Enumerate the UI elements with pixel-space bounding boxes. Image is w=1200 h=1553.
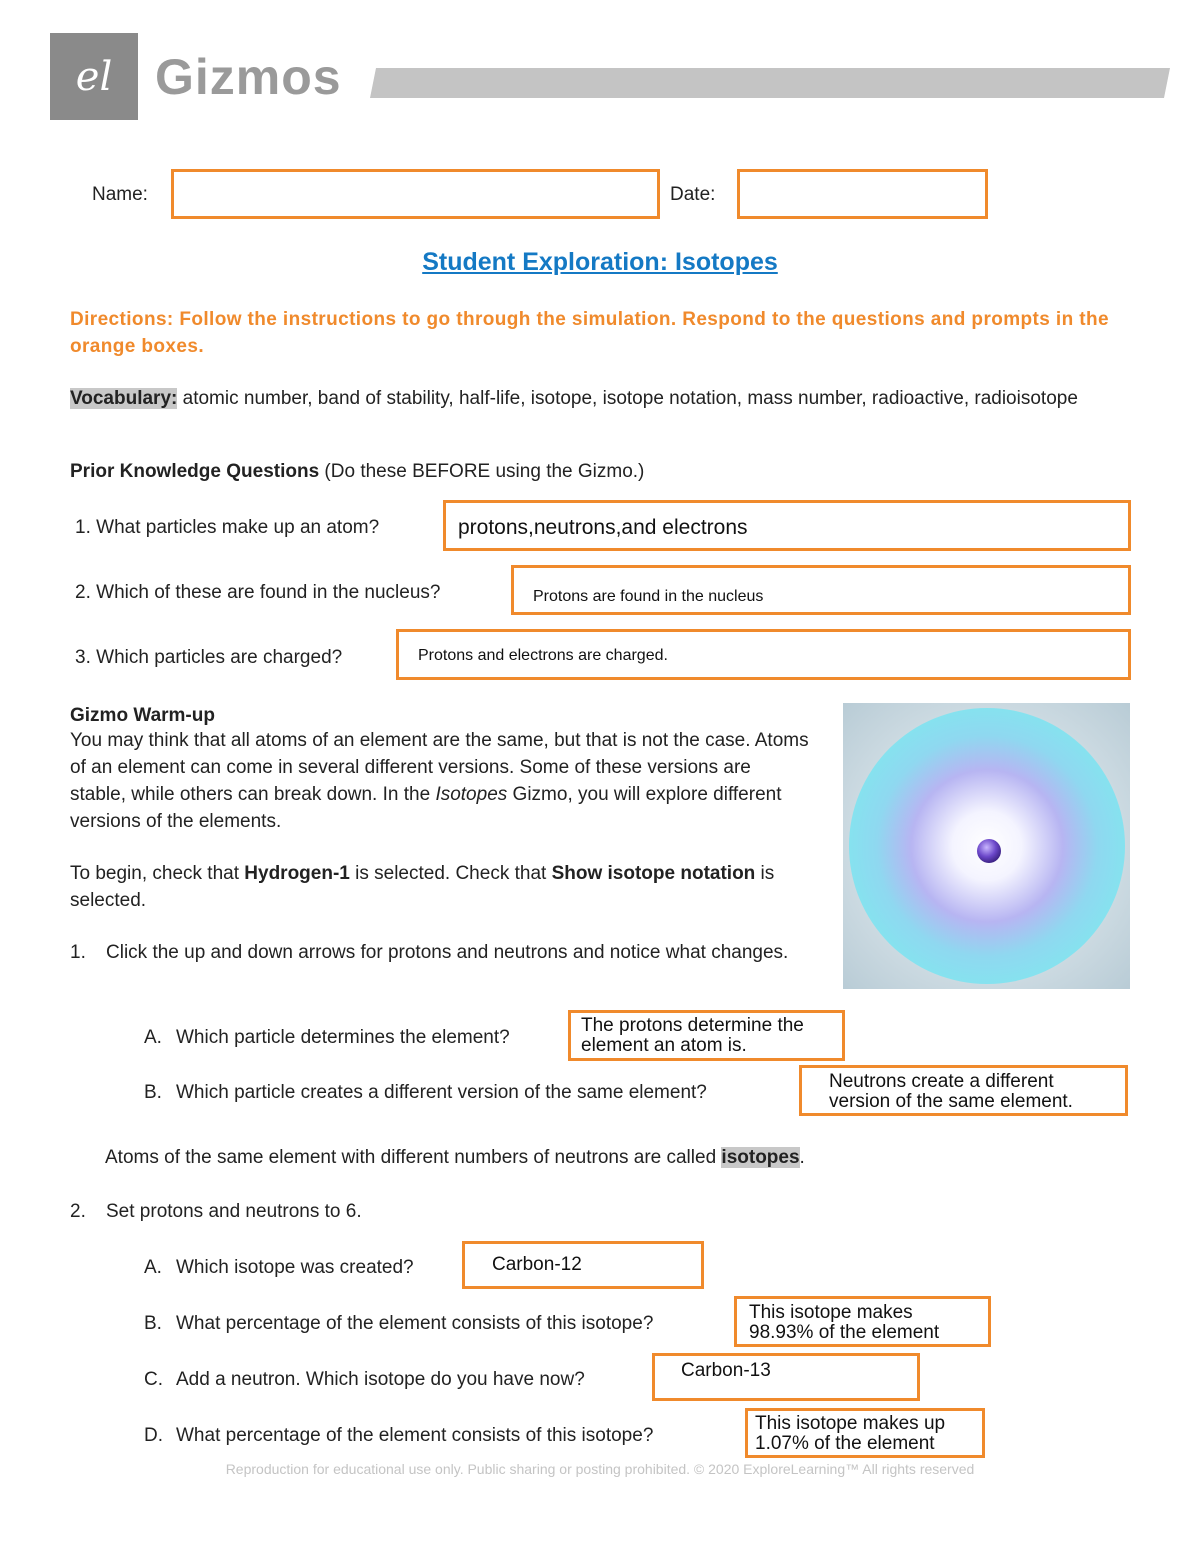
warmup-intro-italic: Isotopes xyxy=(435,784,508,805)
pk-answer-1-box[interactable] xyxy=(443,500,1131,551)
begin-text-1: To begin, check that xyxy=(70,863,245,884)
q2d-text: What percentage of the element consists of this isotope? xyxy=(176,1425,654,1446)
q2b-text: What percentage of the element consists of this isotope? xyxy=(176,1313,654,1334)
warmup-q2-text: Set protons and neutrons to 6. xyxy=(106,1201,362,1222)
pk-q1-text: What particles make up an atom? xyxy=(96,517,380,538)
begin-bold-2: Show isotope notation xyxy=(551,863,756,884)
warmup-q1-text: Click the up and down arrows for protons and neutrons and notice what changes. xyxy=(106,942,789,963)
warmup-q1-num: 1. xyxy=(70,942,86,963)
vocabulary-label: Vocabulary: xyxy=(70,388,178,409)
q1b-text: Which particle creates a different version of the same element? xyxy=(176,1082,707,1103)
warmup-title: Gizmo Warm-up xyxy=(70,705,215,726)
q1a-answer-box[interactable] xyxy=(568,1010,845,1061)
pk-answer-3: Protons and electrons are charged. xyxy=(418,647,668,664)
q1a-answer-line-2: element an atom is. xyxy=(581,1035,747,1056)
isotope-note xyxy=(105,1144,805,1171)
q2c-text: Add a neutron. Which isotope do you have now? xyxy=(176,1369,585,1390)
q2d-answer-line-2: 1.07% of the element xyxy=(755,1433,935,1454)
q1a-text: Which particle determines the element? xyxy=(176,1027,510,1048)
q2d-answer xyxy=(755,1414,945,1454)
date-label: Date: xyxy=(670,184,716,205)
q2b-answer-line-1: This isotope makes xyxy=(749,1302,913,1323)
header-bar xyxy=(370,68,1170,98)
q2d-answer-line-1: This isotope makes up xyxy=(755,1413,946,1434)
q2c-answer: Carbon-13 xyxy=(681,1360,771,1381)
vocabulary xyxy=(70,386,1130,412)
footer: Reproduction for educational use only. Public sharing or posting prohibited. © 2020 ExploreLearning™ All rights reserved xyxy=(225,1461,975,1477)
pk-q3-num: 3. xyxy=(75,647,91,668)
warmup-heading xyxy=(70,702,215,729)
proton-dot xyxy=(977,839,1001,863)
q2b-answer-box[interactable] xyxy=(734,1296,991,1347)
pk-question-3 xyxy=(75,644,342,671)
prior-knowledge-title: Prior Knowledge Questions xyxy=(70,461,320,482)
q2a-label: A. xyxy=(144,1257,162,1278)
warmup-intro-text-2: Gizmo, you will explore different versions of the elements. xyxy=(70,784,782,832)
page-title: Student Exploration: Isotopes xyxy=(422,248,778,276)
q1a-answer-line-1: The protons determine the xyxy=(581,1015,804,1036)
pk-answer-3-box[interactable] xyxy=(396,629,1131,680)
logo-mark: el xyxy=(75,53,113,100)
pk-answer-1: protons,neutrons,and electrons xyxy=(458,516,748,539)
q2a-text: Which isotope was created? xyxy=(176,1257,414,1278)
begin-text-3: is selected. xyxy=(70,863,775,911)
pk-q1-num: 1. xyxy=(75,517,91,538)
q2b-label: B. xyxy=(144,1313,162,1334)
prior-knowledge-note: (Do these BEFORE using the Gizmo.) xyxy=(319,461,645,482)
name-input[interactable] xyxy=(171,169,660,219)
q1a-label: A. xyxy=(144,1027,162,1048)
q1b-answer-box[interactable] xyxy=(799,1065,1128,1116)
begin-text-2: is selected. Check that xyxy=(349,863,552,884)
logo xyxy=(50,33,138,120)
q2a-answer-box[interactable] xyxy=(462,1241,704,1289)
q2b-answer-line-2: 98.93% of the element xyxy=(749,1322,940,1343)
date-input[interactable] xyxy=(737,169,988,219)
vocabulary-text: atomic number, band of stability, half-life, isotope, isotope notation, mass number, radioactive, radioisotope xyxy=(177,388,1078,409)
isotope-note-text: Atoms of the same element with different numbers of neutrons are called xyxy=(105,1147,722,1168)
pk-question-2 xyxy=(75,579,440,606)
q2c-label: C. xyxy=(144,1369,163,1390)
pk-q2-text: Which of these are found in the nucleus? xyxy=(96,582,441,603)
name-label: Name: xyxy=(92,184,148,205)
pk-q2-num: 2. xyxy=(75,582,91,603)
q1b-label: B. xyxy=(144,1082,162,1103)
q2c-answer-box[interactable] xyxy=(652,1353,920,1401)
directions: Directions: Follow the instructions to go through the simulation. Respond to the questions and prompts in the orange boxes. xyxy=(70,309,1109,357)
q1b-answer xyxy=(829,1072,1073,1112)
q1a-answer xyxy=(581,1016,804,1056)
q2d-label: D. xyxy=(144,1425,163,1446)
q2d-answer-box[interactable] xyxy=(745,1408,985,1458)
warmup-begin xyxy=(70,860,790,914)
warmup-intro-text-1: You may think that all atoms of an element are the same, but that is not the case. Atoms of an element can come in several different versions. Some of these versions are stable, while others can break down. In the xyxy=(70,730,809,805)
q1b-answer-line-2: version of the same element. xyxy=(829,1091,1073,1112)
warmup-intro xyxy=(70,727,810,835)
isotope-note-keyword: isotopes xyxy=(721,1147,800,1168)
q2b-answer xyxy=(749,1303,939,1343)
q1b-answer-line-1: Neutrons create a different xyxy=(829,1071,1054,1092)
pk-answer-2-box[interactable] xyxy=(511,565,1131,615)
begin-bold-1: Hydrogen-1 xyxy=(244,863,350,884)
q2a-answer: Carbon-12 xyxy=(492,1254,582,1275)
warmup-q2-num: 2. xyxy=(70,1201,86,1222)
isotope-note-end: . xyxy=(799,1147,805,1168)
atom-image xyxy=(843,703,1130,989)
prior-knowledge-heading xyxy=(70,458,644,485)
pk-q3-text: Which particles are charged? xyxy=(96,647,343,668)
brand-name: Gizmos xyxy=(155,49,342,105)
pk-question-1 xyxy=(75,514,379,541)
pk-answer-2: Protons are found in the nucleus xyxy=(533,588,764,605)
